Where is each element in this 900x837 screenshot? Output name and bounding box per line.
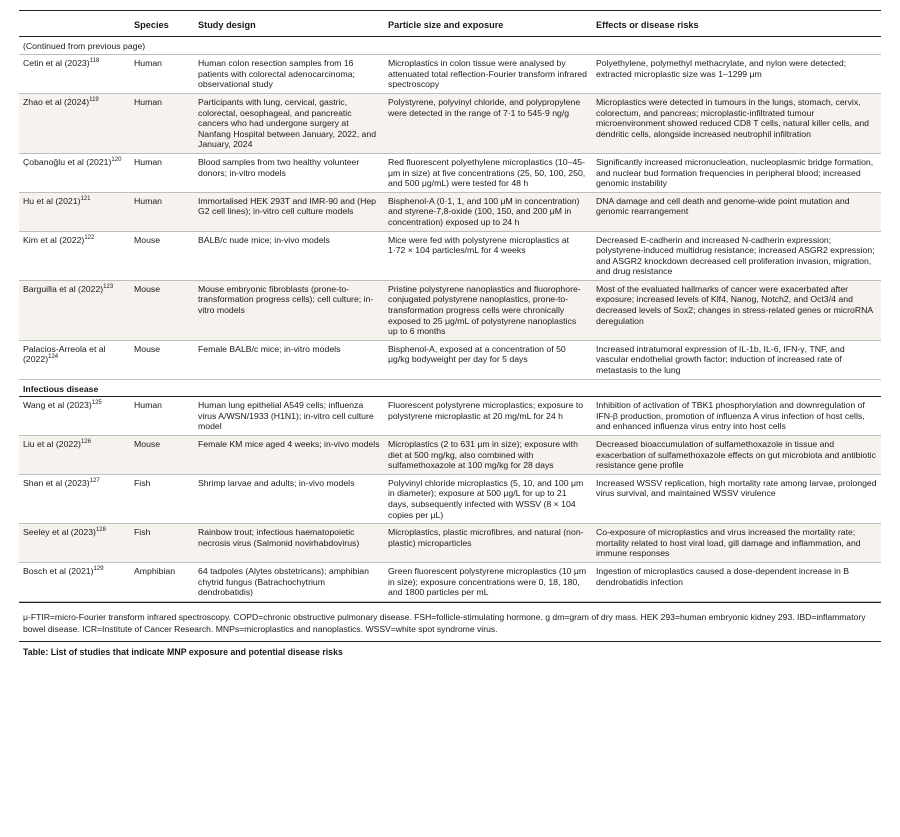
table-row: [19, 562, 881, 601]
study-name: Zhao et al (2024): [23, 96, 90, 107]
study-name: Bosch et al (2021): [23, 565, 94, 576]
cell-species: Human: [130, 93, 194, 153]
cell-study: [19, 397, 130, 436]
table-row: [19, 153, 881, 192]
reference-number: 119: [89, 97, 99, 104]
table-row: [19, 280, 881, 340]
cell-effects: Co-exposure of microplastics and virus increased the mortality rate; mortality related to host viral load, gill damage and inflammation, and immune responses: [592, 524, 881, 563]
cell-study-design: Mouse embryonic fibroblasts (prone-to-transformation progress cells); cell culture; in-vitro models: [194, 280, 384, 340]
study-name: Liu et al (2022): [23, 439, 81, 449]
table-row: [19, 93, 881, 153]
cell-effects: Most of the evaluated hallmarks of cancer were exacerbated after exposure; increased levels of Klf4, Nanog, Notch2, and Oct3/4 and decreased levels of Sox2; changes in stress-related genes or microRNA deregulation: [592, 280, 881, 340]
cell-effects: Microplastics were detected in tumours in the lungs, stomach, cervix, colorectum, and pancreas; microplastic-infiltrated tumour microenvironment showed reduced CD8 T cells, natural killer cells, and dendritic cells, alongside increased neutrophil infiltration: [592, 93, 881, 153]
header-study-design: Study design: [194, 11, 384, 37]
cell-study: [19, 153, 130, 192]
cell-exposure: Mice were fed with polystyrene microplastics at 1·72 × 104 particles/mL for 4 weeks: [384, 231, 592, 280]
table-row: [19, 474, 881, 523]
cell-study-design: Human colon resection samples from 16 patients with colorectal adenocarcinoma; observational study: [194, 55, 384, 94]
table-row: [19, 397, 881, 436]
study-name: Hu et al (2021): [23, 195, 81, 206]
studies-table: [19, 10, 881, 602]
table-row: [19, 436, 881, 475]
study-name: Shan et al (2023): [23, 477, 90, 488]
cell-exposure: Fluorescent polystyrene microplastics; exposure to polystyrene microplastic at 20 mg/mL for 24 h: [384, 397, 592, 436]
cell-effects: Significantly increased micronucleation, nucleoplasmic bridge formation, and nuclear bud formation frequencies in peripheral blood; increased genomic instability: [592, 153, 881, 192]
cell-study: [19, 280, 130, 340]
reference-number: 120: [111, 157, 122, 164]
cell-study: [19, 524, 130, 563]
header-effects: Effects or disease risks: [592, 11, 881, 37]
cell-exposure: Polyvinyl chloride microplastics (5, 10, and 100 μm in diameter); exposure at 500 μg/L for up to 21 days, subsequently infected with WSSV (8 × 104 copies per μL): [384, 474, 592, 523]
study-name: Seeley et al (2023): [23, 527, 96, 538]
cell-study-design: BALB/c nude mice; in-vivo models: [194, 231, 384, 280]
reference-number: 124: [48, 354, 59, 361]
cell-exposure: Red fluorescent polyethylene microplastics (10–45-μm in size) at five concentrations (25, 50, 100, 250, and 500 μg/mL) were tested for 48 h: [384, 153, 592, 192]
header-row: [19, 11, 881, 37]
reference-number: 129: [93, 566, 104, 573]
cell-exposure: Microplastics, plastic microfibres, and natural (non-plastic) microparticles: [384, 524, 592, 563]
section-label-infectious: Infectious disease: [19, 379, 881, 397]
table-body: [19, 36, 881, 601]
cell-effects: DNA damage and cell death and genome-wide point mutation and genomic rearrangement: [592, 192, 881, 231]
header-species: Species: [130, 11, 194, 37]
cell-study: [19, 340, 130, 379]
cell-species: Human: [130, 397, 194, 436]
cell-study: [19, 55, 130, 94]
cell-study: [19, 436, 130, 475]
cell-exposure: Polystyrene, polyvinyl chloride, and polypropylene were detected in the range of 7·1 to 545·9 ng/g: [384, 93, 592, 153]
cell-study: [19, 231, 130, 280]
cell-study-design: Female KM mice aged 4 weeks; in-vivo models: [194, 436, 384, 475]
cell-species: Amphibian: [130, 562, 194, 601]
study-name: Wang et al (2023): [23, 400, 92, 411]
cell-study-design: Human lung epithelial A549 cells; influenza virus A/WSN/1933 (H1N1); in-vitro cell culture model: [194, 397, 384, 436]
reference-number: 122: [84, 234, 95, 241]
reference-number: 118: [89, 58, 100, 65]
cell-exposure: Bisphenol-A (0·1, 1, and 100 μM in concentration) and styrene-7,8-oxide (100, 150, and 200 μM in concentration) exposed up to 24 h: [384, 192, 592, 231]
reference-number: 121: [80, 195, 91, 202]
cell-species: Mouse: [130, 340, 194, 379]
continued-row: [19, 36, 881, 55]
cell-effects: Increased WSSV replication, high mortality rate among larvae, prolonged virus survival, and maintained WSSV virulence: [592, 474, 881, 523]
reference-number: 126: [80, 439, 91, 446]
footnote: μ-FTIR=micro-Fourier transform infrared spectroscopy. COPD=chronic obstructive pulmonary disease. FSH=follicle-stimulating hormone. g dm=gram of dry mass. HEK 293=human embryonic kidney 293. IBD=inflammatory bowel disease. ICR=Institute of Cancer Research. MNPs=microplastics and nanoplastics. WSSV=white spot syndrome virus.: [19, 602, 881, 641]
cell-study-design: Participants with lung, cervical, gastric, colorectal, oesophageal, and pancreatic cancers who had undergone surgery at Nanfang Hospital between January, 2022, and January, 2024: [194, 93, 384, 153]
cell-species: Mouse: [130, 231, 194, 280]
cell-exposure: Bisphenol-A, exposed at a concentration of 50 μg/kg bodyweight per day for 5 days: [384, 340, 592, 379]
cell-effects: Decreased E-cadherin and increased N-cadherin expression; polystyrene-induced multidrug resistance; increased ASGR2 expression; and ASGR2 knockdown decreased cell proliferation invasion, migration, and drug resistance: [592, 231, 881, 280]
cell-exposure: Green fluorescent polystyrene microplastics (10 μm in size); exposure concentrations were 0, 18, 180, and 1800 particles per mL: [384, 562, 592, 601]
cell-study: [19, 93, 130, 153]
cell-species: Human: [130, 153, 194, 192]
cell-species: Fish: [130, 474, 194, 523]
table-row: [19, 231, 881, 280]
study-name: Çobanoğlu et al (2021): [23, 156, 112, 167]
table-row: [19, 340, 881, 379]
cell-species: Mouse: [130, 280, 194, 340]
cell-exposure: Pristine polystyrene nanoplastics and fluorophore-conjugated polystyrene nanoplastics, prone-to-transformation progress cells were chronically exposed to 25 μg/mL of polystyrene nanoplastics up to 6 months: [384, 280, 592, 340]
cell-study-design: Shrimp larvae and adults; in-vivo models: [194, 474, 384, 523]
cell-effects: Polyethylene, polymethyl methacrylate, and nylon were detected; extracted microplastic size was 1–1299 μm: [592, 55, 881, 94]
cell-study-design: Immortalised HEK 293T and IMR-90 and (Hep G2 cell lines); in-vitro cell culture models: [194, 192, 384, 231]
table-caption: Table: List of studies that indicate MNP exposure and potential disease risks: [19, 641, 881, 657]
continued-note: (Continued from previous page): [19, 36, 881, 55]
reference-number: 125: [91, 400, 102, 407]
table-row: [19, 524, 881, 563]
cell-exposure: Microplastics (2 to 631 μm in size); exposure with diet at 500 mg/kg, also combined with sulfamethoxazole at 100 mg/kg for 28 days: [384, 436, 592, 475]
cell-species: Fish: [130, 524, 194, 563]
cell-study: [19, 474, 130, 523]
cell-study-design: Female BALB/c mice; in-vitro models: [194, 340, 384, 379]
cell-species: Human: [130, 55, 194, 94]
cell-effects: Increased intratumoral expression of IL-1b, IL-6, IFN-γ, TNF, and vascular endothelial growth factor; induction of increased rate of metastasis to the lung: [592, 340, 881, 379]
cell-study-design: 64 tadpoles (Alytes obstetricans); amphibian chytrid fungus (Batrachochytrium dendrobatidis): [194, 562, 384, 601]
table-row: [19, 192, 881, 231]
header-study: [19, 11, 130, 37]
header-particle-size: Particle size and exposure: [384, 11, 592, 37]
cell-exposure: Microplastics in colon tissue were analysed by attenuated total reflection-Fourier transform infrared spectroscopy: [384, 55, 592, 94]
cell-effects: Inhibition of activation of TBK1 phosphorylation and downregulation of IFN-β production, promotion of influenza A virus infection of host cells, and enhanced influenza virus entry into host cells: [592, 397, 881, 436]
study-name: Barguilla et al (2022): [23, 283, 104, 294]
cell-species: Human: [130, 192, 194, 231]
reference-number: 127: [89, 477, 100, 484]
cell-study-design: Blood samples from two healthy volunteer donors; in-vitro models: [194, 153, 384, 192]
study-name: Cetin et al (2023): [23, 58, 90, 69]
table-row: [19, 55, 881, 94]
section-row: [19, 379, 881, 397]
cell-study: [19, 192, 130, 231]
reference-number: 128: [95, 527, 106, 534]
reference-number: 123: [103, 283, 114, 290]
cell-effects: Decreased bioaccumulation of sulfamethoxazole in tissue and exacerbation of sulfamethoxazole effects on gut microbiota and antibiotic resistance gene profile: [592, 436, 881, 475]
cell-study-design: Rainbow trout; infectious haematopoietic necrosis virus (Salmonid novirhabdovirus): [194, 524, 384, 563]
study-name: Kim et al (2022): [23, 234, 85, 245]
cell-effects: Ingestion of microplastics caused a dose-dependent increase in B dendrobatidis infection: [592, 562, 881, 601]
cell-species: Mouse: [130, 436, 194, 475]
cell-study: [19, 562, 130, 601]
study-name: Palacios-Arreola et al (2022): [23, 343, 106, 365]
